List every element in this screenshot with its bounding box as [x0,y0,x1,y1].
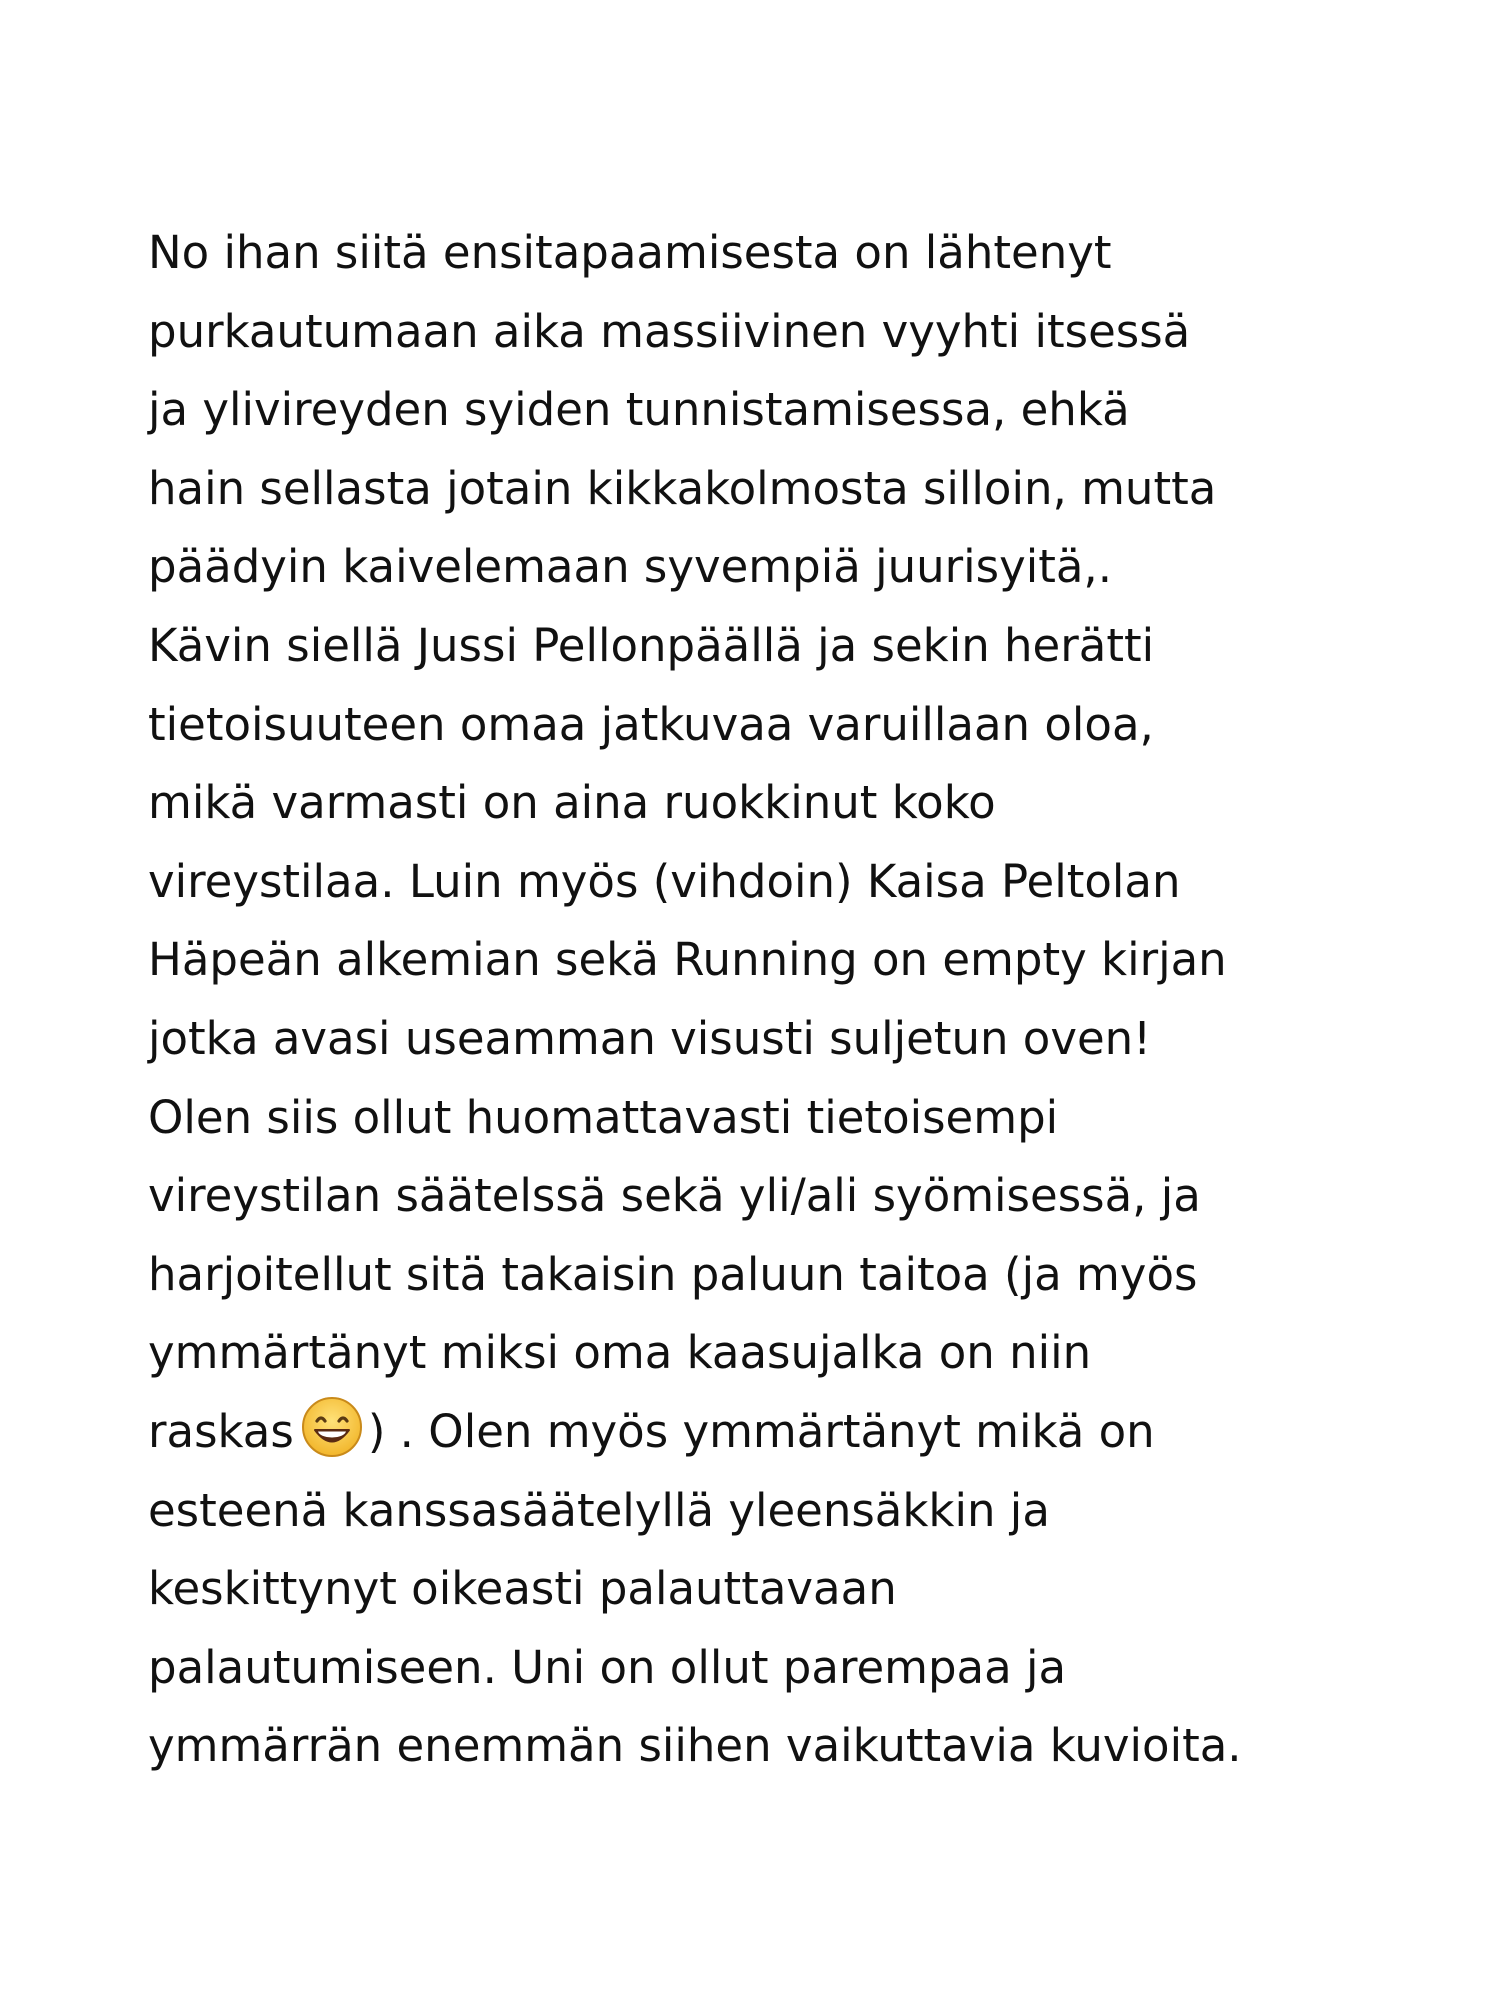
note-line-with-emoji [148,1393,1448,1472]
grinning-face-with-smiling-eyes-icon [300,1395,364,1459]
note-line: ja ylivireyden syiden tunnistamisessa, ehkä [148,383,1130,437]
note-line: mikä varmasti on aina ruokkinut koko [148,776,996,830]
note-line: esteenä kanssasäätelyllä yleensäkkin ja [148,1483,1050,1537]
note-body [148,214,1448,1786]
note-line: ymmärrän enemmän siihen vaikuttavia kuvioita. [148,1719,1242,1773]
note-line: hain sellasta jotain kikkakolmosta silloin, mutta [148,461,1217,515]
note-line: No ihan siitä ensitapaamisesta on lähtenyt [148,226,1112,279]
note-line: Häpeän alkemian sekä Running on empty kirjan [148,933,1227,987]
note-line: harjoitellut sitä takaisin paluun taitoa (ja myös [148,1247,1198,1301]
note-line: Olen siis ollut huomattavasti tietoisempi [148,1090,1059,1144]
note-line: keskittynyt oikeasti palauttavaan [148,1562,897,1616]
note-line: jotka avasi useamman visusti suljetun oven! [148,1011,1152,1065]
note-line: vireystilaa. Luin myös (vihdoin) Kaisa Peltolan [148,854,1181,908]
note-line: palautumiseen. Uni on ollut parempaa ja [148,1640,1067,1694]
note-text-after-emoji: ) . Olen myös ymmärtänyt mikä on [367,1404,1155,1458]
note-line: vireystilan säätelssä sekä yli/ali syömisessä, ja [148,1169,1201,1223]
note-text-before-emoji: raskas [148,1404,294,1458]
note-line: tietoisuuteen omaa jatkuvaa varuillaan oloa, [148,697,1154,751]
note-line: purkautumaan aika massiivinen vyyhti itsessä [148,304,1191,358]
note-line: päädyin kaivelemaan syvempiä juurisyitä,. [148,540,1113,594]
note-line: Kävin siellä Jussi Pellonpäällä ja sekin herätti [148,618,1155,672]
note-line: ymmärtänyt miksi oma kaasujalka on niin [148,1326,1092,1380]
